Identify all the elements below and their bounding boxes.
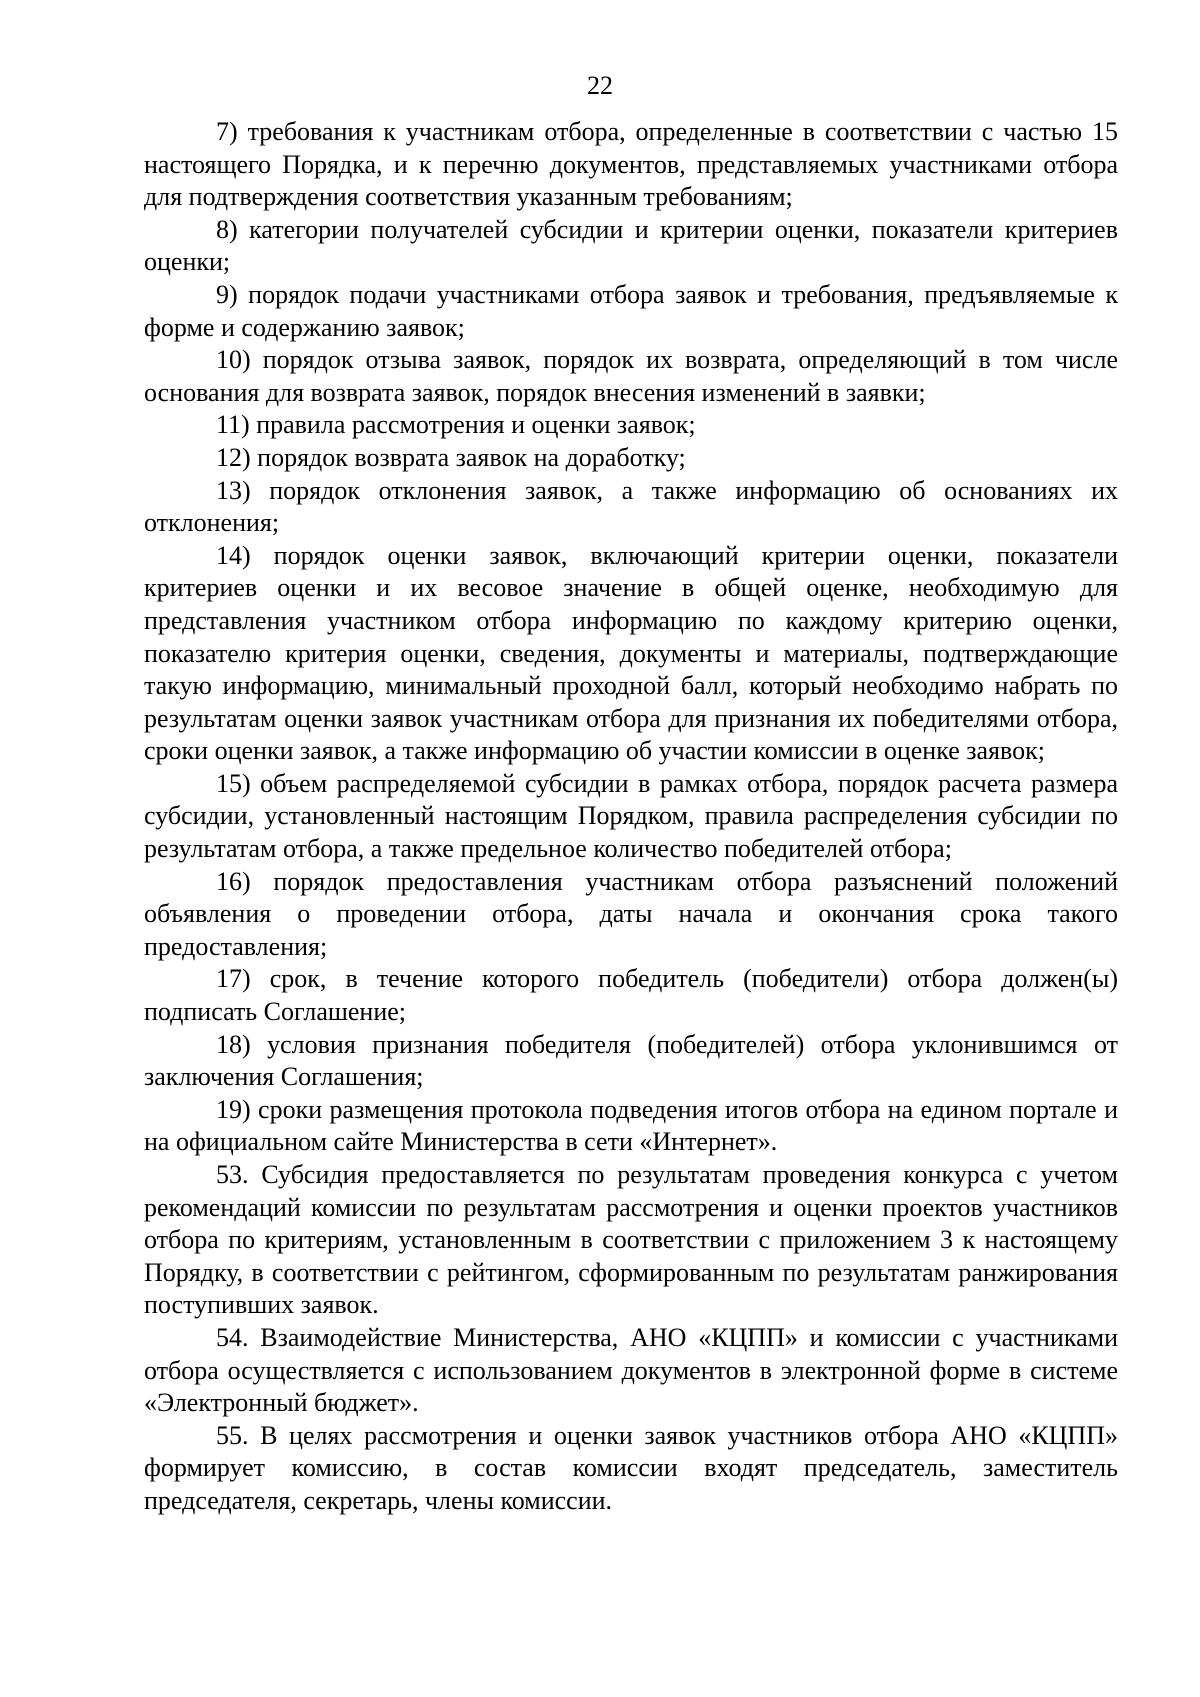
- paragraph-clause-55: 55. В целях рассмотрения и оценки заявок участников отбора АНО «КЦПП» формирует комиссию, в состав комиссии входят председатель, заместитель председателя, секретарь, члены комиссии.: [144, 1420, 1118, 1515]
- paragraph-item-18: 18) условия признания победителя (победителей) отбора уклонившимся от заключения Соглашения;: [144, 1029, 1118, 1092]
- paragraph-item-8: 8) категории получателей субсидии и критерии оценки, показатели критериев оценки;: [144, 214, 1118, 277]
- paragraph-clause-54: 54. Взаимодействие Министерства, АНО «КЦПП» и комиссии с участниками отбора осуществляется с использованием документов в электронной форме в системе «Электронный бюджет».: [144, 1322, 1118, 1418]
- paragraph-item-11: 11) правила рассмотрения и оценки заявок;: [216, 410, 696, 440]
- page-number: 22: [587, 71, 613, 100]
- paragraph-item-16: 16) порядок предоставления участникам отбора разъяснений положений объявления о проведении отбора, даты начала и окончания срока такого предоставления;: [144, 866, 1118, 961]
- paragraph-item-10: 10) порядок отзыва заявок, порядок их возврата, определяющий в том числе основания для возврата заявок, порядок внесения изменений в заявки;: [144, 345, 1118, 407]
- paragraph-item-9: 9) порядок подачи участниками отбора заявок и требования, предъявляемые к форме и содержанию заявок;: [144, 279, 1118, 342]
- paragraph-item-13: 13) порядок отклонения заявок, а также информацию об основаниях их отклонения;: [144, 475, 1118, 538]
- paragraph-item-15: 15) объем распределяемой субсидии в рамках отбора, порядок расчета размера субсидии, установленный настоящим Порядком, правила распределения субсидии по результатам отбора, а также предельное количество победителей отбора;: [144, 768, 1118, 864]
- paragraph-item-17: 17) срок, в течение которого победитель (победители) отбора должен(ы) подписать Соглашение;: [144, 964, 1118, 1027]
- paragraph-item-12: 12) порядок возврата заявок на доработку;: [216, 442, 686, 472]
- paragraph-item-14: 14) порядок оценки заявок, включающий критерии оценки, показатели критериев оценки и их весовое значение в общей оценке, необходимую для представления участником отбора информацию по каждому критерию оценки, показателю критерия оценки, сведения, документы и материалы, подтверждающие такую информацию, минимальный проходной балл, который необходимо набрать по результатам оценки заявок участникам отбора для признания их победителями отбора, сроки оценки заявок, а также информацию об участии комиссии в оценке заявок;: [144, 540, 1118, 766]
- paragraph-item-19: 19) сроки размещения протокола подведения итогов отбора на едином портале и на официальном сайте Министерства в сети «Интернет».: [144, 1094, 1118, 1157]
- document-body: [144, 116, 1118, 1518]
- paragraph-item-7: 7) требования к участникам отбора, определенные в соответствии с частью 15 настоящего Порядка, и к перечню документов, представляемых участниками отбора для подтверждения соответствия указанным требованиям;: [144, 117, 1118, 212]
- paragraph-clause-53: 53. Субсидия предоставляется по результатам проведения конкурса с учетом рекомендаций комиссии по результатам рассмотрения и оценки проектов участников отбора по критериям, установленным в соответствии с приложением 3 к настоящему Порядку, в соответствии с рейтингом, сформированным по результатам ранжирования поступивших заявок.: [144, 1160, 1118, 1320]
